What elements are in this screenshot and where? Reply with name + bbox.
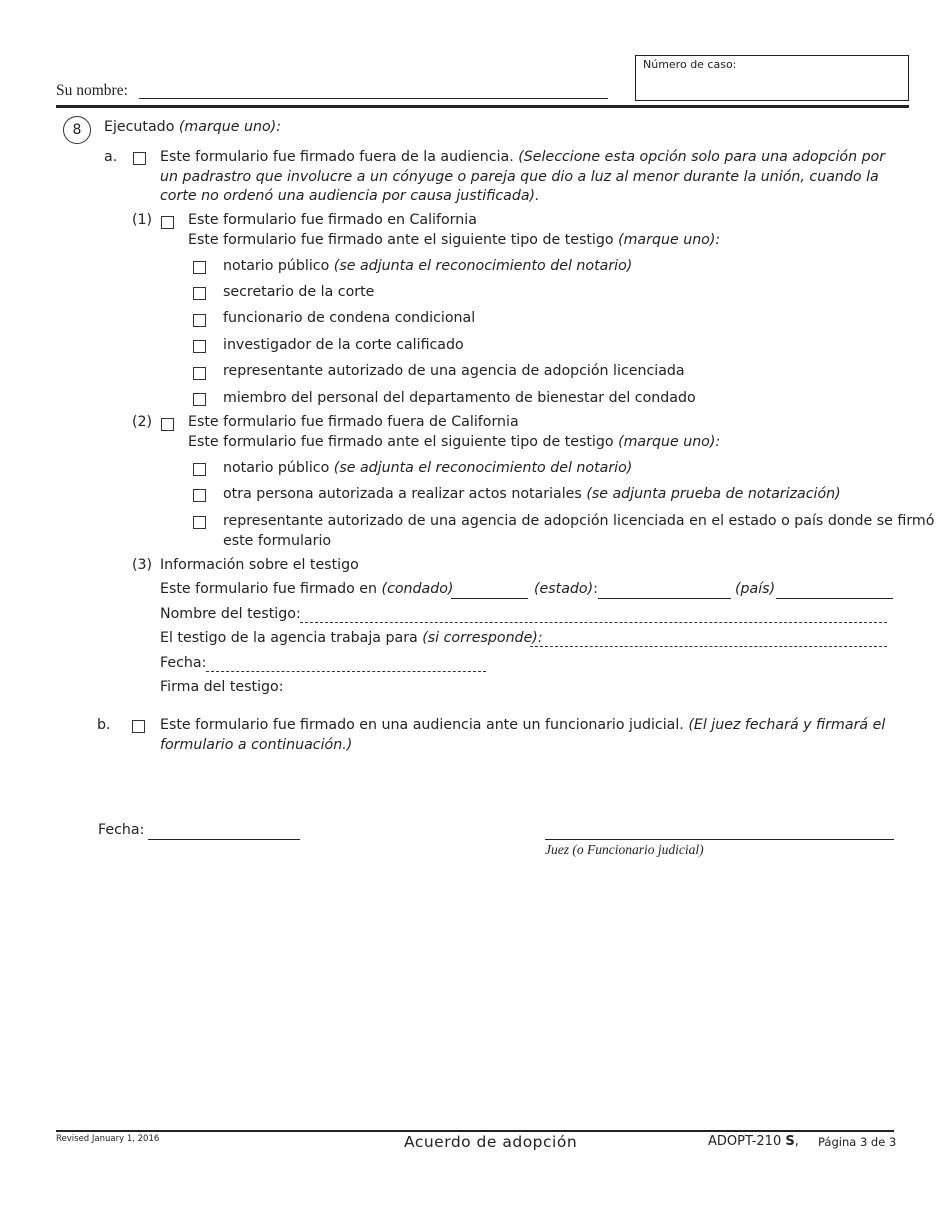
sub2-option-checkbox[interactable]: [193, 489, 206, 502]
sub2-option-checkbox[interactable]: [193, 463, 206, 476]
case-number-box[interactable]: [635, 55, 909, 101]
sub3-number: (3): [132, 557, 153, 573]
sub1-option-investigator: investigador de la corte calificado: [223, 337, 464, 353]
county-field[interactable]: [451, 598, 528, 599]
footer-title: Acuerdo de adopción: [404, 1133, 578, 1151]
sub2-title: Este formulario fue firmado fuera de California: [188, 414, 519, 430]
your-name-field[interactable]: [139, 98, 608, 99]
country-label: (país): [735, 581, 776, 597]
item-number: 8: [72, 122, 82, 138]
witness-name-label: Nombre del testigo:: [160, 606, 301, 622]
sub1-option-checkbox[interactable]: [193, 261, 206, 274]
sub1-option-agency: representante autorizado de una agencia de adopción licenciada: [223, 363, 685, 379]
sub2-option-agency-line2: este formulario: [223, 533, 332, 549]
item-number-circle: [63, 116, 91, 144]
witness-date-field[interactable]: [206, 671, 486, 672]
option-a-note-line2: un padrastro que involucre a un cónyuge o pareja que dio a luz al menor durante la unión, cuando la: [160, 169, 879, 185]
witness-date-label: Fecha:: [160, 655, 207, 671]
sub1-witness-intro: Este formulario fue firmado ante el siguiente tipo de testigo (marque uno):: [188, 232, 721, 248]
sub1-title: Este formulario fue firmado en California: [188, 212, 477, 228]
option-a-text: Este formulario fue firmado fuera de la audiencia. (Seleccione esta opción solo para una adopción por: [160, 149, 886, 165]
sub2-option-notarial: otra persona autorizada a realizar actos notariales (se adjunta prueba de notarización): [223, 486, 841, 502]
your-name-label: Su nombre:: [56, 82, 128, 99]
sub1-option-welfare: miembro del personal del departamento de bienestar del condado: [223, 390, 696, 406]
option-b-note-line2: formulario a continuación.): [160, 737, 353, 753]
sub1-checkbox[interactable]: [161, 216, 174, 229]
footer-rule: [56, 1130, 894, 1132]
sub2-option-checkbox[interactable]: [193, 516, 206, 529]
witness-name-field[interactable]: [300, 622, 887, 623]
sub2-number: (2): [132, 414, 153, 430]
option-a-note-line3: corte no ordenó una audiencia por causa justificada).: [160, 188, 540, 204]
sub3-title: Información sobre el testigo: [160, 557, 359, 573]
case-number-label: Número de caso:: [643, 58, 737, 71]
sub1-option-clerk: secretario de la corte: [223, 284, 375, 300]
sub1-option-checkbox[interactable]: [193, 287, 206, 300]
agency-field[interactable]: [530, 646, 887, 647]
sub1-option-checkbox[interactable]: [193, 367, 206, 380]
option-a-checkbox[interactable]: [133, 152, 146, 165]
judge-label: Juez (o Funcionario judicial): [545, 842, 704, 857]
form-id: ADOPT-210 S,: [708, 1134, 799, 1149]
sub1-option-notary: notario público (se adjunta el reconocimiento del notario): [223, 258, 633, 274]
option-b-text: Este formulario fue firmado en una audiencia ante un funcionario judicial. (El juez fechará y firmará el: [160, 717, 886, 733]
sub1-option-checkbox[interactable]: [193, 314, 206, 327]
judge-date-label: Fecha:: [98, 822, 145, 838]
sub1-option-probation: funcionario de condena condicional: [223, 310, 476, 326]
item8-title: Ejecutado (marque uno):: [104, 119, 281, 135]
state-field[interactable]: [598, 598, 731, 599]
sub1-option-checkbox[interactable]: [193, 340, 206, 353]
sub2-option-agency: representante autorizado de una agencia de adopción licenciada en el estado o país donde se firmó: [223, 513, 935, 529]
sub2-checkbox[interactable]: [161, 418, 174, 431]
state-label: (estado):: [534, 581, 598, 597]
option-a-letter: a.: [104, 149, 118, 165]
judge-signature-line[interactable]: [545, 839, 894, 840]
sub2-witness-intro: Este formulario fue firmado ante el siguiente tipo de testigo (marque uno):: [188, 434, 721, 450]
option-b-letter: b.: [97, 717, 111, 733]
page-number: Página 3 de 3: [818, 1135, 897, 1149]
witness-signature-label: Firma del testigo:: [160, 679, 284, 695]
header-rule: [56, 105, 909, 108]
sub2-option-notary: notario público (se adjunta el reconocimiento del notario): [223, 460, 633, 476]
country-field[interactable]: [776, 598, 893, 599]
option-b-checkbox[interactable]: [132, 720, 145, 733]
revised-date: Revised January 1, 2016: [56, 1134, 160, 1144]
sub1-option-checkbox[interactable]: [193, 393, 206, 406]
agency-label: El testigo de la agencia trabaja para (si corresponde):: [160, 630, 543, 646]
judge-date-field[interactable]: [148, 839, 300, 840]
sub1-number: (1): [132, 212, 153, 228]
signed-in-label: Este formulario fue firmado en (condado): [160, 581, 454, 597]
